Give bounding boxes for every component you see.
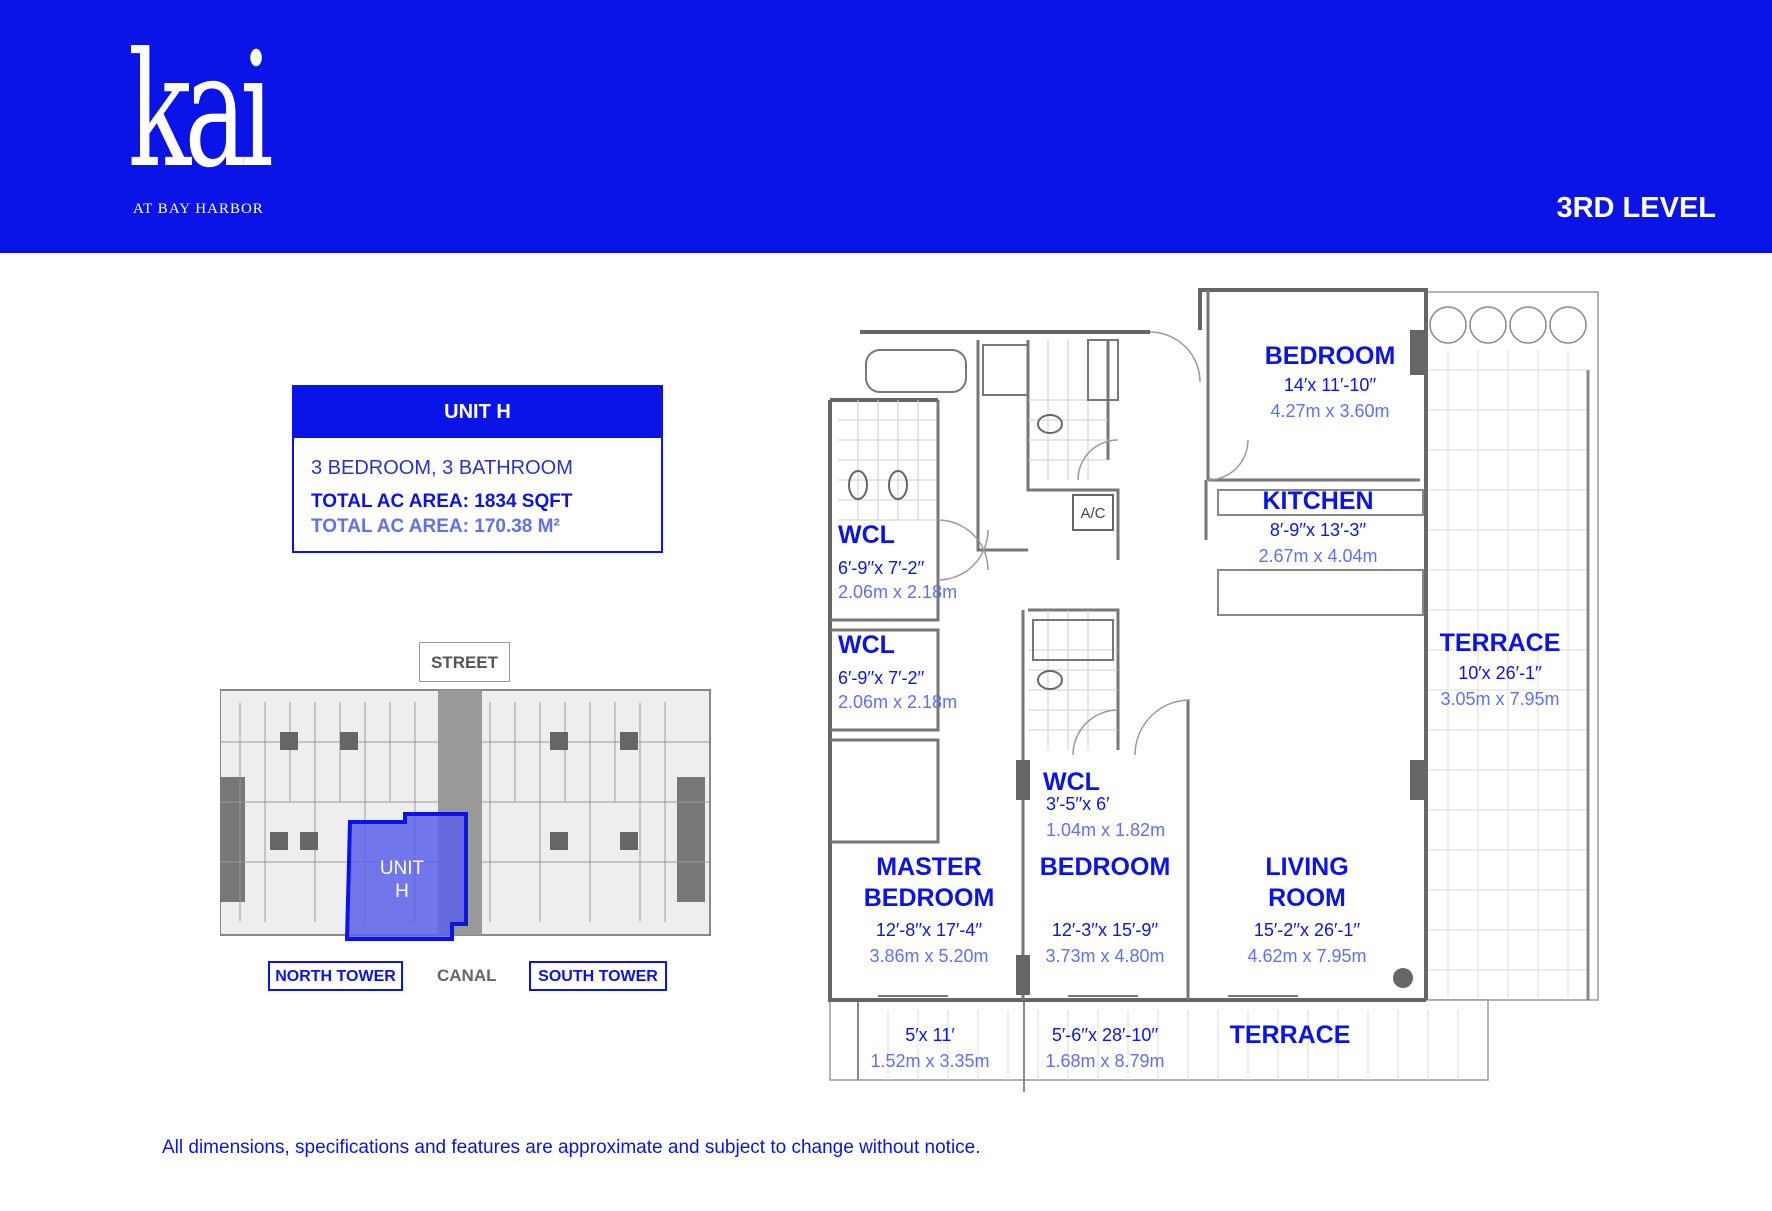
bedroom-mid-name: BEDROOM <box>1039 853 1171 881</box>
terrace-bottom-name: TERRACE <box>1229 1021 1351 1049</box>
unit-title: UNIT H <box>294 387 661 438</box>
unit-rooms: 3 BEDROOM, 3 BATHROOM <box>311 457 573 479</box>
bedroom-top-dim: 14′x 11′-10′′ <box>1283 375 1377 395</box>
wcl-3-met: 1.04m x 1.82m <box>1046 820 1166 840</box>
key-plan <box>220 682 720 948</box>
north-tower-tag: NORTH TOWER <box>268 961 403 991</box>
unit-area-sqft: TOTAL AC AREA: 1834 SQFT <box>311 491 573 512</box>
bedroom-top-name: BEDROOM <box>1264 342 1396 370</box>
bedroom-mid-dim: 12′-3′′x 15′-9′′ <box>1051 920 1159 940</box>
balcony-1-met: 1.52m x 3.35m <box>870 1051 990 1071</box>
kitchen-met: 2.67m x 4.04m <box>1258 546 1378 566</box>
living-room-name-2: ROOM <box>1268 884 1346 912</box>
street-label: STREET <box>419 642 510 682</box>
keyplan-unit-label-1: UNIT <box>379 858 425 879</box>
wcl-2-met: 2.06m x 2.18m <box>838 692 958 712</box>
keyplan-unit-label-2: H <box>395 881 409 902</box>
balcony-2-met: 1.68m x 8.79m <box>1045 1051 1165 1071</box>
kai-logo: kai <box>128 19 267 203</box>
master-bedroom-name-1: MASTER <box>876 853 982 881</box>
living-room-met: 4.62m x 7.95m <box>1247 946 1367 966</box>
level-title: 3RD LEVEL <box>1556 192 1716 224</box>
living-room-name-1: LIVING <box>1265 853 1349 881</box>
wcl-3-name: WCL <box>1043 768 1100 796</box>
wcl-1-met: 2.06m x 2.18m <box>838 582 958 602</box>
kitchen-dim: 8′-9′′x 13′-3′′ <box>1269 520 1367 540</box>
unit-info-box <box>292 385 663 553</box>
bedroom-mid-met: 3.73m x 4.80m <box>1045 946 1165 966</box>
wcl-1-dim: 6′-9′′x 7′-2′′ <box>838 558 925 578</box>
master-bedroom-met: 3.86m x 5.20m <box>869 946 989 966</box>
wcl-2-name: WCL <box>838 631 895 659</box>
master-bedroom-dim: 12′-8′′x 17′-4′′ <box>875 920 983 940</box>
balcony-2-dim: 5′-6′′x 28′-10′′ <box>1051 1025 1159 1045</box>
ac-label: A/C <box>1080 505 1106 522</box>
living-room-dim: 15′-2′′x 26′-1′′ <box>1253 920 1361 940</box>
bedroom-top-met: 4.27m x 3.60m <box>1270 401 1390 421</box>
terrace-right-dim: 10′x 26′-1′′ <box>1458 663 1542 683</box>
balcony-1-dim: 5′x 11′ <box>905 1025 955 1045</box>
south-tower-tag: SOUTH TOWER <box>529 961 667 991</box>
unit-area-m2: TOTAL AC AREA: 170.38 M² <box>311 516 560 537</box>
master-bedroom-name-2: BEDROOM <box>863 884 995 912</box>
disclaimer: All dimensions, specifications and features are approximate and subject to change without notice. <box>162 1137 981 1158</box>
header-banner <box>0 0 1772 253</box>
wcl-2-dim: 6′-9′′x 7′-2′′ <box>838 668 925 688</box>
logo-subtitle: AT BAY HARBOR <box>133 201 264 217</box>
wcl-3-dim: 3′-5′′x 6′ <box>1046 794 1110 814</box>
canal-label: CANAL <box>437 966 497 985</box>
terrace-right-met: 3.05m x 7.95m <box>1440 689 1560 709</box>
kitchen-name: KITCHEN <box>1262 487 1374 515</box>
terrace-right-name: TERRACE <box>1439 629 1561 657</box>
wcl-1-name: WCL <box>838 521 895 549</box>
